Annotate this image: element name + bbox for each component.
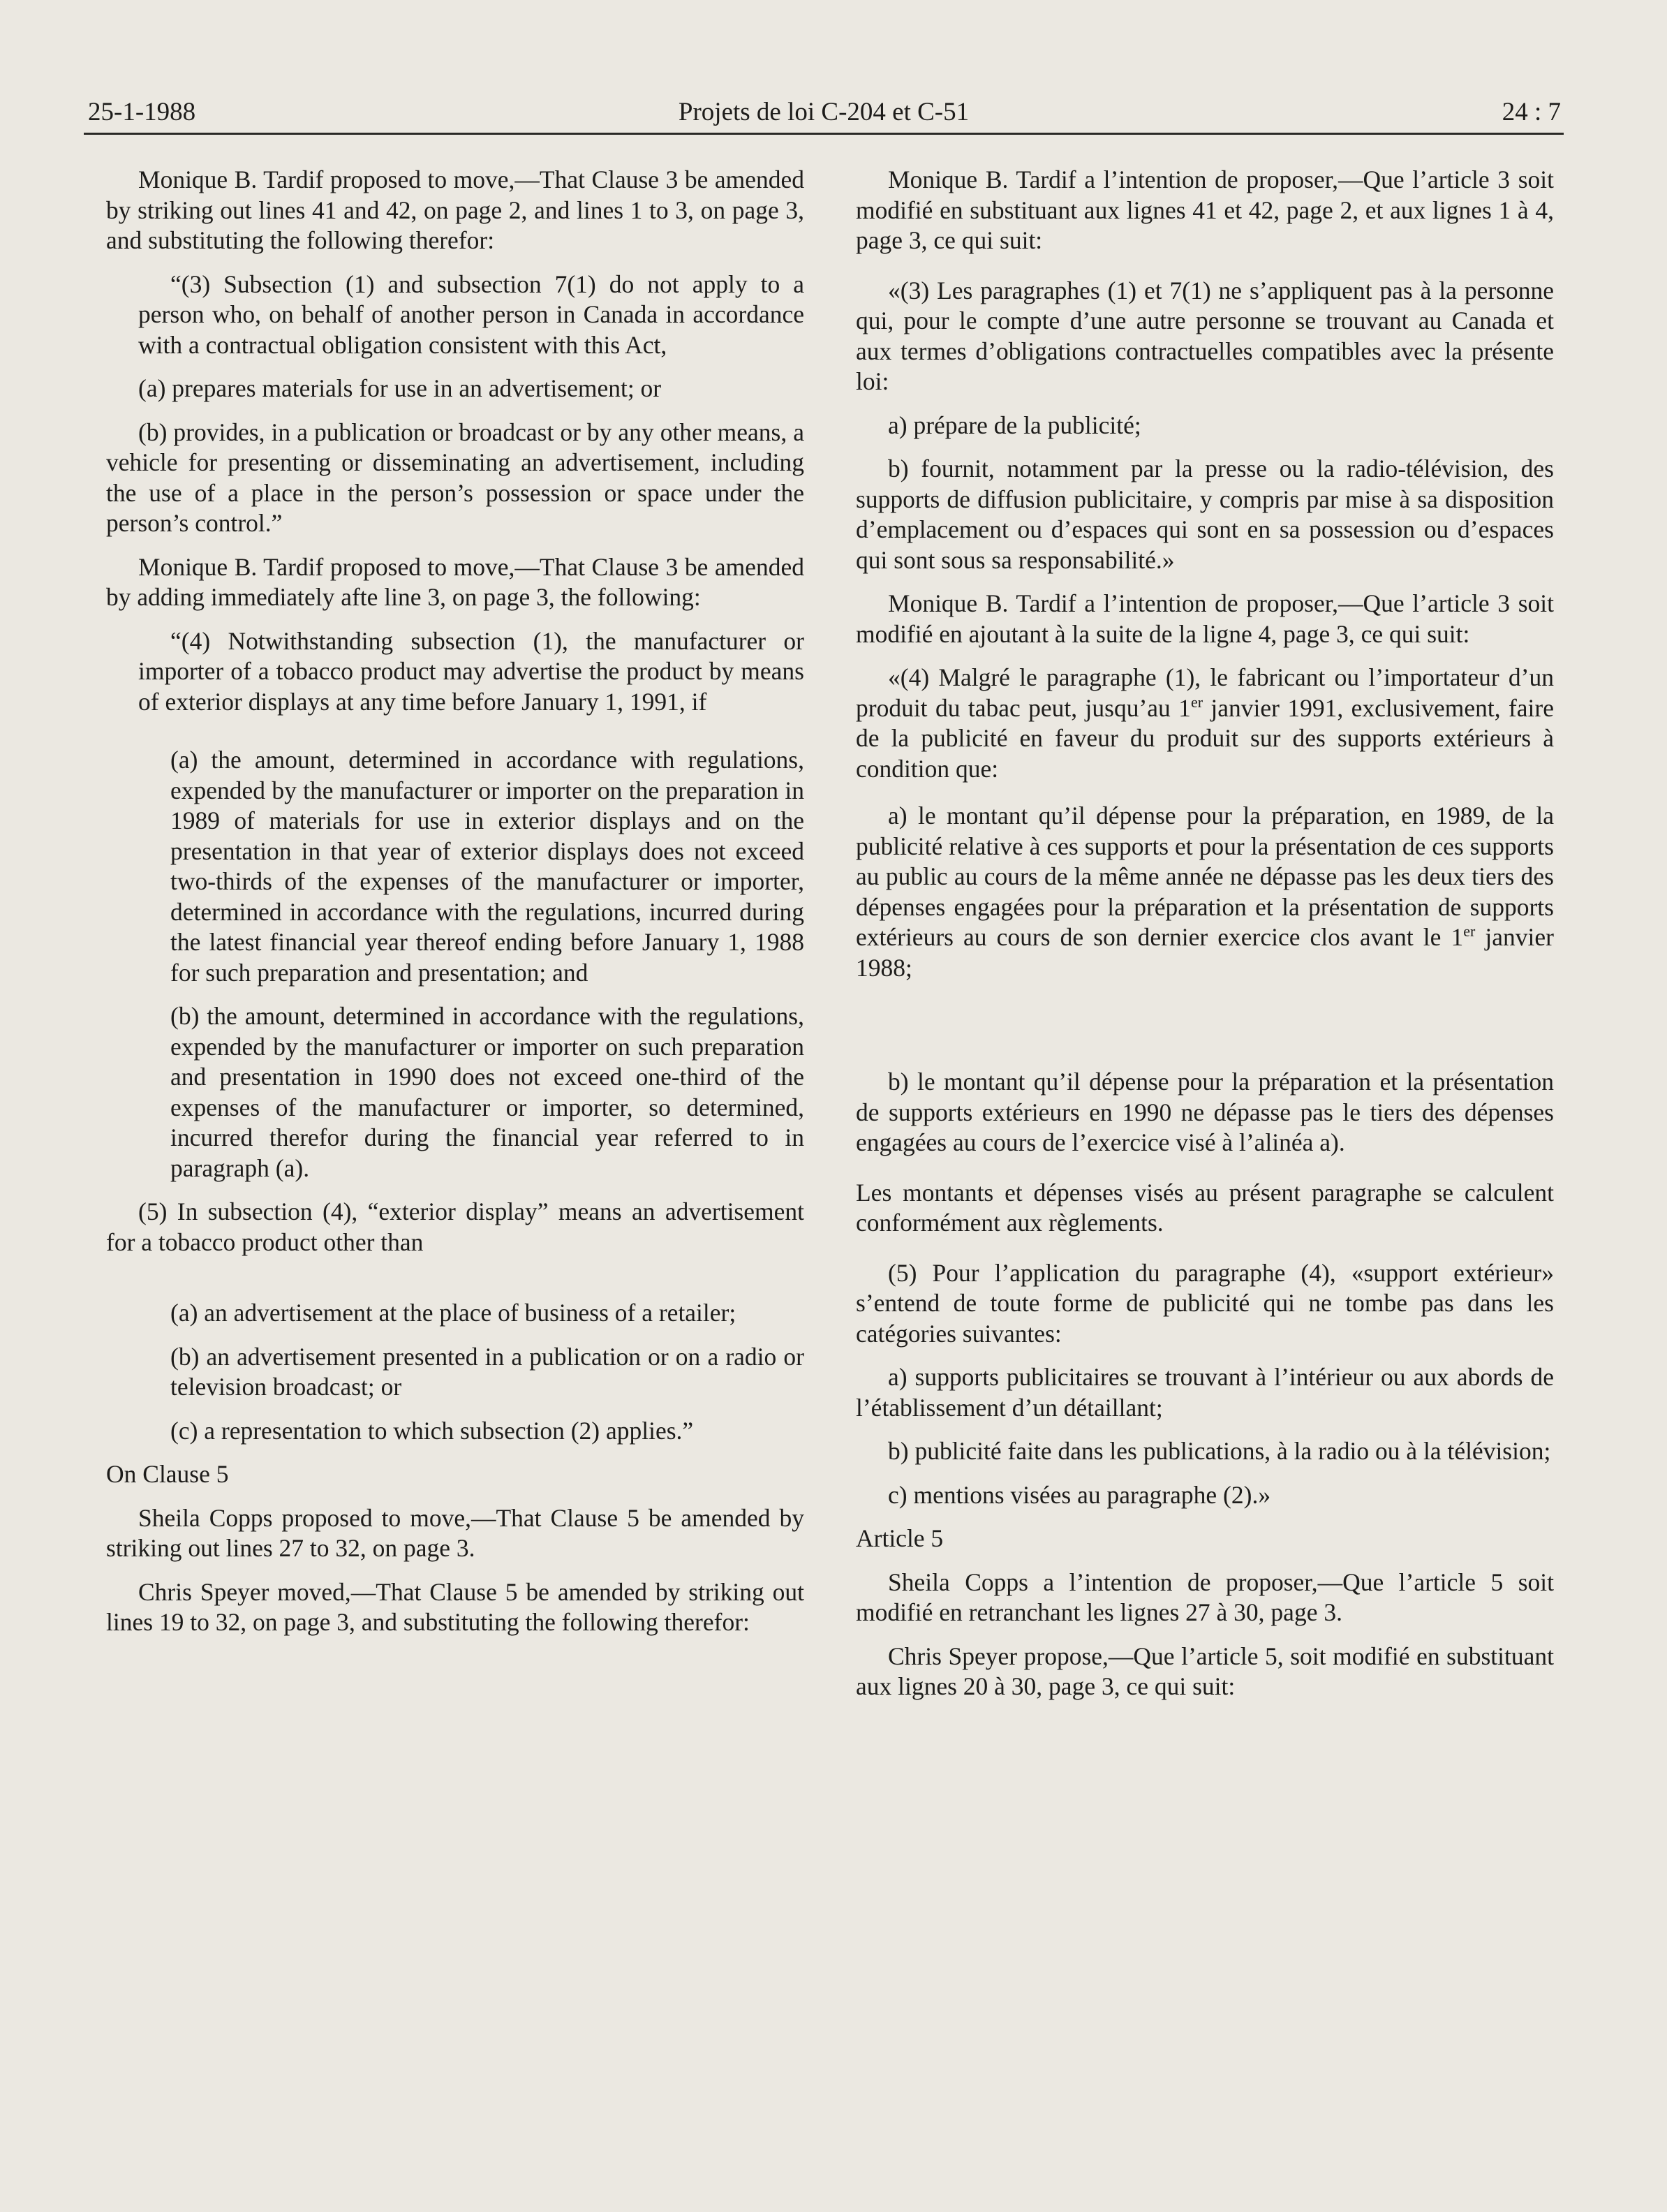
clause-heading: Article 5 (856, 1524, 944, 1552)
french-column (856, 165, 1554, 1716)
quoted-subsection (856, 663, 1554, 784)
english-column (106, 165, 804, 1651)
clause-item: b) le montant qu’il dépense pour la préparation et la présentation de supports extérieurs en 1990 ne dépasse pas le tiers des dépenses engagées au cours de l’exercice visé à l’alinéa a). (856, 1068, 1554, 1156)
motion-paragraph: Monique B. Tardif a l’intention de proposer,—Que l’article 3 soit modifié en ajoutant à la suite de la ligne 4, page 3, ce qui suit: (856, 589, 1554, 648)
clause-item: a) supports publicitaires se trouvant à l’intérieur ou aux abords de l’établissement d’un détaillant; (856, 1363, 1554, 1422)
clause-item: (a) an advertisement at the place of business of a retailer; (170, 1299, 736, 1327)
clause-heading: On Clause 5 (106, 1460, 229, 1488)
clause-item (856, 801, 1554, 983)
clause-item: a) prépare de la publicité; (888, 411, 1141, 439)
clause-item: b) publicité faite dans les publications, à la radio ou à la télévision; (888, 1437, 1551, 1465)
motion-paragraph: Monique B. Tardif a l’intention de proposer,—Que l’article 3 soit modifié en substituant aux lignes 41 et 42, page 2, et aux lignes 1 à 4, page 3, ce qui suit: (856, 165, 1554, 254)
text-run: janvier 1988; (856, 923, 1554, 982)
clause-item: b) fournit, notamment par la presse ou la radio-télévision, des supports de diffusion publicitaire, y compris par mise à sa disposition d’emplacement ou d’espaces qui sont en sa possession ou d’espaces qui sont sous sa responsabilité.» (856, 455, 1554, 574)
motion-paragraph: Chris Speyer propose,—Que l’article 5, soit modifié en substituant aux lignes 20 à 30, page 3, ce qui suit: (856, 1642, 1554, 1700)
quoted-subsection: «(3) Les paragraphes (1) et 7(1) ne s’appliquent pas à la personne qui, pour le compte d’une autre personne se trouvant au Canada et aux termes d’obligations contractuelles compatibles avec la présente loi: (856, 276, 1554, 395)
header-page-number: 24 : 7 (1502, 98, 1561, 126)
text-run: janvier 1991, exclusivement, faire de la publicité en faveur du produit sur des supports extérieurs à condition que: (856, 693, 1555, 783)
quoted-subsection: (5) Pour l’application du paragraphe (4), «support extérieur» s’entend de toute forme de publicité qui ne tombe pas dans les catégories suivantes: (856, 1258, 1554, 1348)
clause-item: (a) prepares materials for use in an advertisement; or (138, 374, 662, 402)
clause-item: c) mentions visées au paragraphe (2).» (888, 1480, 1271, 1509)
header-date: 25-1-1988 (88, 98, 196, 126)
clause-item: (a) the amount, determined in accordance with regulations, expended by the manufacturer or importer on the preparation in 1989 of materials for use in exterior displays and on the presentation in that year of exterior displays does not exceed two-thirds of the expenses of the manufacturer or importer, determined in accordance with the regulations, incurred during the latest financial year thereof ending before January 1, 1988 for such preparation and presentation; and (170, 746, 804, 987)
motion-paragraph: Chris Speyer moved,—That Clause 5 be amended by striking out lines 19 to 32, on page 3, and substituting the following therefor: (106, 1577, 804, 1636)
header-title: Projets de loi C-204 et C-51 (678, 98, 970, 126)
motion-paragraph: Sheila Copps a l’intention de proposer,—Que l’article 5 soit modifié en retranchant les lignes 27 à 30, page 3. (856, 1568, 1554, 1626)
clause-item: (b) an advertisement presented in a publication or on a radio or television broadcast; or (170, 1342, 804, 1401)
clause-item: (b) the amount, determined in accordance with the regulations, expended by the manufacturer or importer on such preparation and presentation in 1990 does not exceed one-third of the expenses of the manufacturer or importer, so determined, incurred therefor during the financial year referred to in paragraph (a). (170, 1002, 804, 1182)
quoted-subsection: “(3) Subsection (1) and subsection 7(1) do not apply to a person who, on behalf of another person in Canada in accordance with a contractual obligation consistent with this Act, (138, 270, 804, 359)
quoted-subsection: “(4) Notwithstanding subsection (1), the manufacturer or importer of a tobacco product may advertise the product by means of exterior displays at any time before January 1, 1991, if (138, 626, 804, 716)
motion-paragraph: Monique B. Tardif proposed to move,—That Clause 3 be amended by striking out lines 41 and 42, on page 2, and lines 1 to 3, on page 3, and substituting the following therefor: (106, 165, 804, 254)
clause-item: (b) provides, in a publication or broadcast or by any other means, a vehicle for presenting or disseminating an advertisement, including the use of a place in the person’s possession or space under the person’s control.” (106, 418, 804, 537)
quoted-subsection: (5) In subsection (4), “exterior display” means an advertisement for a tobacco product other than (106, 1197, 804, 1256)
closing-paragraph: Les montants et dépenses visés au présent paragraphe se calculent conformément aux règlements. (856, 1178, 1554, 1237)
motion-paragraph: Sheila Copps proposed to move,—That Clause 5 be amended by striking out lines 27 to 32, on page 3. (106, 1503, 804, 1562)
clause-item: (c) a representation to which subsection (2) applies.” (170, 1416, 694, 1445)
text-run: a) le montant qu’il dépense pour la préparation, en 1989, de la publicité relative à ces supports et pour la présentation de ces supports au public au cours de la même année ne dépasse pas les deux tiers des dépenses engagées pour la préparation et la présentation de supports extérieurs au cours de son dernier exercice clos avant le 1 (856, 802, 1554, 951)
ordinal-suffix: er (1190, 693, 1203, 711)
text-run: «(4) Malgré le paragraphe (1), le fabricant ou l’importateur d’un produit du tabac peut, jusqu’au 1 (856, 663, 1554, 722)
running-header (84, 82, 1564, 135)
ordinal-suffix: er (1463, 922, 1476, 941)
motion-paragraph: Monique B. Tardif proposed to move,—That Clause 3 be amended by adding immediately afte line 3, on page 3, the following: (106, 552, 804, 611)
